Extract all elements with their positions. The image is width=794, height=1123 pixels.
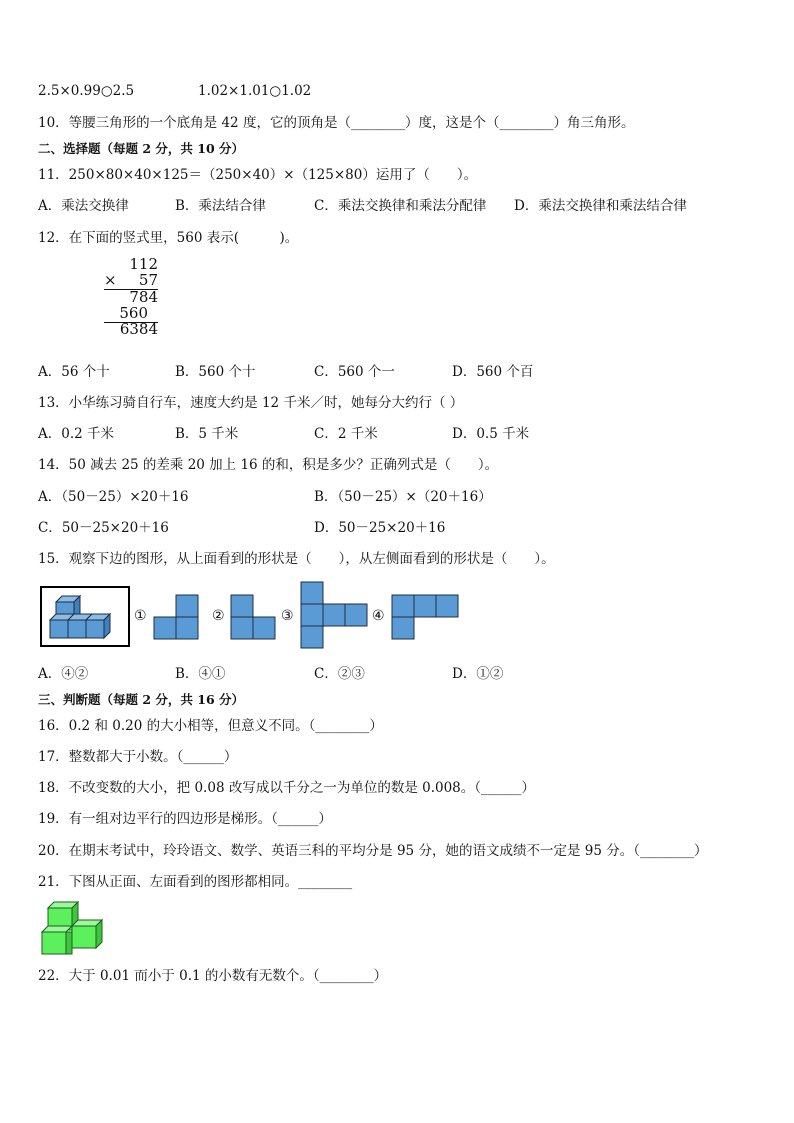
view-label-4: ④ <box>372 608 385 624</box>
q11-option-b: B．乘法结合律 <box>175 198 266 214</box>
q14-option-b: B．（50－25）×（20＋16） <box>314 489 492 505</box>
question-13: 13．小华练习骑自行车，速度大约是 12 千米／时，她每分大约行（ ） <box>38 395 464 411</box>
q14-option-d: D．50－25×20＋16 <box>314 520 446 536</box>
q12-option-b: B．560 个十 <box>175 364 256 380</box>
question-20: 20．在期末考试中，玲玲语文、数学、英语三科的平均分是 95 分，她的语文成绩不一定是 95 分。（________） <box>38 843 708 859</box>
q12-option-d: D．560 个百 <box>452 364 534 380</box>
question-11: 11．250×80×40×125＝（250×40）×（125×80）运用了（ ）。 <box>38 167 478 183</box>
section-3-heading: 三、判断题（每题 2 分，共 16 分） <box>38 692 245 707</box>
green-cube-solid <box>40 900 106 956</box>
view-label-2: ② <box>212 608 225 624</box>
question-10: 10．等腰三角形的一个底角是 42 度，它的顶角是（________）度，这是个（________）角三角形。 <box>38 115 635 131</box>
compare-right: 1.02×1.01○1.02 <box>198 83 312 99</box>
mult-partial-1: 784 <box>129 288 158 306</box>
question-22: 22．大于 0.01 而小于 0.1 的小数有无数个。（________） <box>38 968 388 984</box>
q15-option-a: A．④② <box>38 666 89 682</box>
question-18: 18．不改变数的大小，把 0.08 改写成以千分之一为单位的数是 0.008。（______） <box>38 780 536 796</box>
q12-option-c: C．560 个一 <box>314 364 395 380</box>
view-label-3: ③ <box>281 608 294 624</box>
question-14: 14．50 减去 25 的差乘 20 加上 16 的和，积是多少？正确列式是（ ）。 <box>38 457 499 473</box>
q11-option-c: C．乘法交换律和乘法分配律 <box>314 198 487 214</box>
q11-option-a: A．乘法交换律 <box>38 198 129 214</box>
compare-left: 2.5×0.99○2.5 <box>38 83 135 99</box>
q15-option-b: B．④① <box>175 666 226 682</box>
question-21: 21．下图从正面、左面看到的图形都相同。________ <box>38 874 353 890</box>
question-12: 12．在下面的竖式里，560 表示( )。 <box>38 230 299 246</box>
q12-option-a: A．56 个十 <box>38 364 110 380</box>
vertical-multiplication <box>100 256 170 340</box>
q15-option-d: D．①② <box>452 666 504 682</box>
view-shape-4 <box>390 594 462 642</box>
mult-partial-2: 560 <box>119 304 148 322</box>
q11-option-d: D．乘法交换律和乘法结合律 <box>514 198 687 214</box>
solid-figure-frame <box>40 586 130 647</box>
view-shape-2 <box>229 594 277 640</box>
mult-top: 112 <box>129 255 158 273</box>
q15-option-c: C．②③ <box>314 666 365 682</box>
mult-second: 57 <box>138 271 158 289</box>
view-shape-1 <box>152 594 200 640</box>
q14-option-a: A．（50－25）×20＋16 <box>38 489 189 505</box>
question-15: 15．观察下边的图形，从上面看到的形状是（ ），从左侧面看到的形状是（ ）。 <box>38 551 555 567</box>
section-2-heading: 二、选择题（每题 2 分，共 10 分） <box>38 141 245 156</box>
q13-option-b: B．5 千米 <box>175 426 239 442</box>
blue-cube-solid <box>42 588 128 645</box>
q14-option-c: C．50－25×20＋16 <box>38 520 169 536</box>
q13-option-c: C．2 千米 <box>314 426 378 442</box>
mult-result: 6384 <box>119 320 158 338</box>
view-shape-3 <box>299 581 371 651</box>
q13-option-a: A．0.2 千米 <box>38 426 115 442</box>
q13-option-d: D．0.5 千米 <box>452 426 530 442</box>
question-16: 16．0.2 和 0.20 的大小相等，但意义不同。（________） <box>38 718 383 734</box>
view-label-1: ① <box>134 608 147 624</box>
question-17: 17．整数都大于小数。（______） <box>38 749 238 765</box>
mult-operator: × <box>104 271 117 289</box>
question-19: 19．有一组对边平行的四边形是梯形。（______） <box>38 811 332 827</box>
